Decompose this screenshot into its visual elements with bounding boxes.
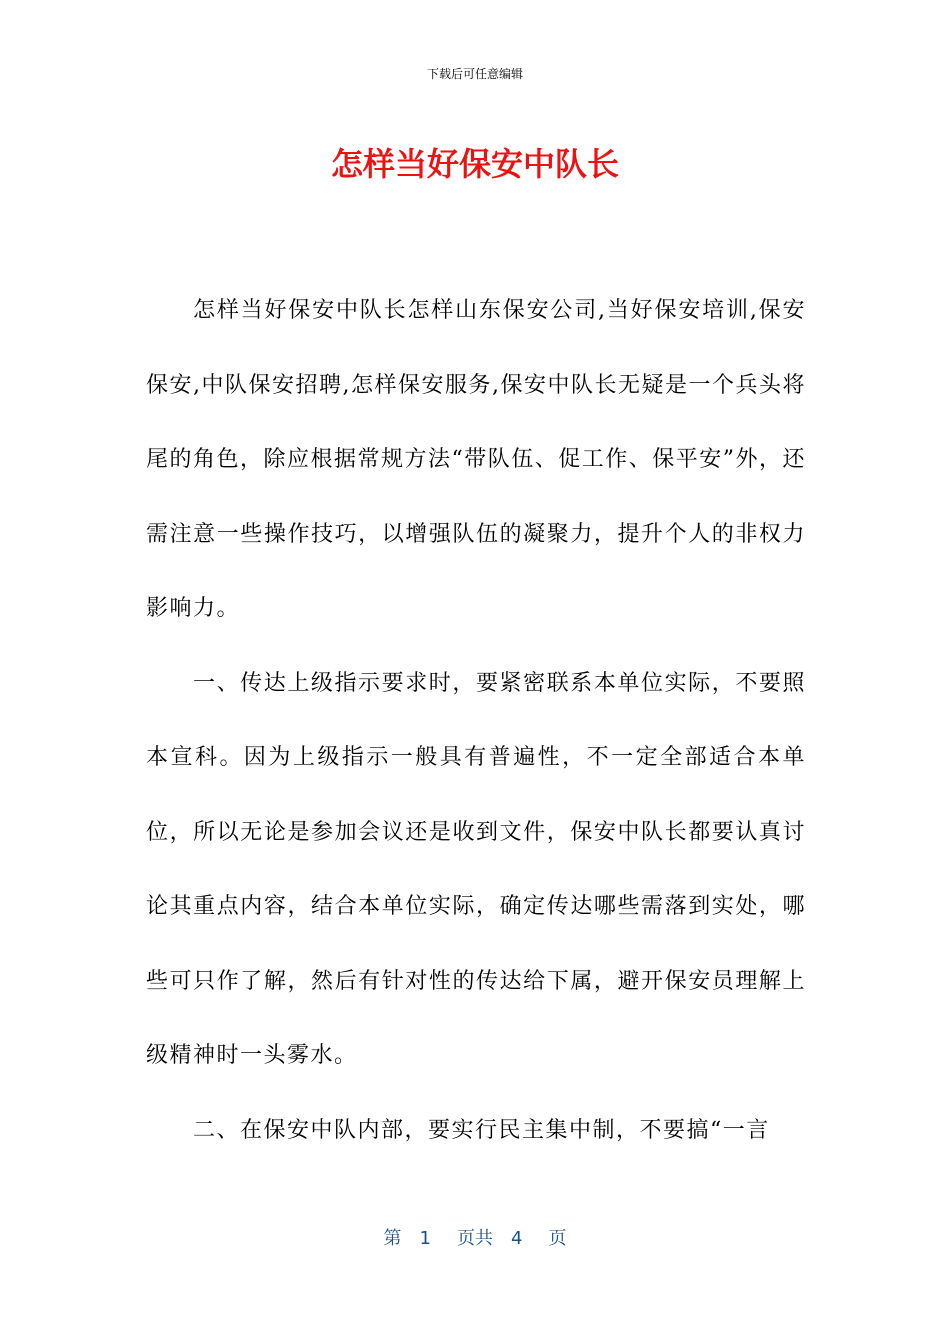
paragraph-point-one: 一、传达上级指示要求时，要紧密联系本单位实际，不要照本宣科。因为上级指示一般具有普遍性，不一定全部适合本单位，所以无论是参加会议还是收到文件，保安中队长都要认真讨论其重点内容，结合本单位实际，确定传达哪些需落到实处，哪些可只作了解，然后有针对性的传达给下属，避开保安员理解上级精神时一头雾水。	[146, 670, 806, 1068]
document-body	[146, 274, 806, 1168]
footer-page-prefix: 第	[383, 1228, 402, 1249]
header-note: 下载后可任意编辑	[426, 67, 523, 81]
footer-page-suffix: 页	[548, 1228, 567, 1249]
document-title: 怎样当好保安中队长	[330, 145, 619, 183]
footer-current-page: 1	[419, 1228, 431, 1249]
page-footer	[0, 1226, 950, 1252]
footer-total-pages: 4	[511, 1228, 523, 1249]
paragraph-point-two: 二、在保安中队内部，要实行民主集中制，不要搞“一言	[193, 1117, 770, 1143]
paragraph-intro: 怎样当好保安中队长怎样山东保安公司,当好保安培训,保安保安,中队保安招聘,怎样保安服务,保安中队长无疑是一个兵头将尾的角色，除应根据常规方法“带队伍、促工作、保平安”外，还需注意一些操作技巧，以增强队伍的凝聚力，提升个人的非权力影响力。	[146, 298, 806, 621]
footer-page-mid: 页共	[457, 1228, 493, 1249]
